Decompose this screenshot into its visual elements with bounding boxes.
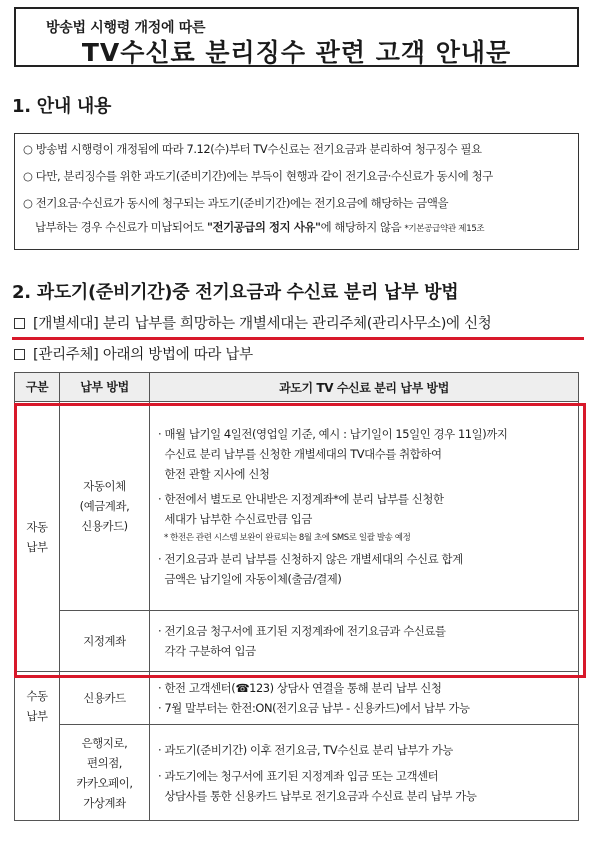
checklist-item-management bbox=[14, 343, 253, 364]
highlight-underline bbox=[12, 337, 584, 340]
auto-transfer-details bbox=[150, 402, 579, 611]
checkbox-icon bbox=[14, 349, 25, 360]
notice-line-1: ○ 방송법 시행령이 개정됨에 따라 7.12(수)부터 TV수신료는 전기요금과 분리하여 청구징수 필요 bbox=[23, 142, 482, 156]
notice-line-3: ○ 전기요금·수신료가 동시에 청구되는 과도기(준비기간)에는 전기요금에 해당하는 금액을 bbox=[23, 196, 449, 210]
list-item: · 한전 고객센터(☎123) 상담사 연결을 통해 분리 납부 신청 bbox=[158, 681, 442, 695]
checklist-item-household-text: [개별세대] 분리 납부를 희망하는 개별세대는 관리주체(관리사무소)에 신청 bbox=[33, 316, 492, 332]
checklist-item-household bbox=[14, 312, 492, 333]
list-item: · 과도기(준비기간) 이후 전기요금, TV수신료 분리 납부가 가능 bbox=[158, 742, 453, 757]
table-row bbox=[15, 725, 579, 821]
document-subtitle: 방송법 시행령 개정에 따른 bbox=[46, 20, 206, 36]
checklist-item-management-text: [관리주체] 아래의 방법에 따라 납부 bbox=[33, 347, 253, 363]
bank-giro-details bbox=[150, 725, 579, 821]
method-auto-transfer: 자동이체 (예금계좌, 신용카드) bbox=[60, 402, 150, 611]
document-title: TV수신료 분리징수 관련 고객 안내문 bbox=[81, 38, 512, 67]
section-1-heading: 1. 안내 내용 bbox=[12, 96, 112, 117]
list-item: · 매월 납기일 4일전(영업일 기준, 예시 : 납기일이 15일인 경우 11일)까지 수신료 분리 납부를 신청한 개별세대의 TV대수를 취합하여 한전 관할 지사에 신청 bbox=[158, 426, 508, 481]
table-row bbox=[15, 402, 579, 611]
checkbox-icon bbox=[14, 318, 25, 329]
sms-footnote: * 한전은 관련 시스템 보완이 완료되는 8월 초에 SMS로 일괄 발송 예정 bbox=[164, 532, 411, 543]
power-suspension-phrase: "전기공급의 정지 사유" bbox=[206, 220, 321, 234]
payment-methods-table bbox=[14, 372, 579, 821]
list-item: · 전기요금과 분리 납부를 신청하지 않은 개별세대의 수신료 합계 금액은 납기일에 자동이체(출금/결제) bbox=[158, 551, 463, 586]
method-bank-giro: 은행지로, 편의점, 카카오페이, 가상계좌 bbox=[60, 725, 150, 821]
method-credit-card: 신용카드 bbox=[60, 672, 150, 725]
notice-line-4-suffix: 에 해당하지 않음 bbox=[320, 220, 402, 234]
col-header-description: 과도기 TV 수신료 분리 납부 방법 bbox=[150, 373, 579, 402]
section-2-heading: 2. 과도기(준비기간)중 전기요금과 수신료 분리 납부 방법 bbox=[12, 282, 459, 303]
notice-line-2: ○ 다만, 분리징수를 위한 과도기(준비기간)에는 부득이 현행과 같이 전기요금·수신료가 동시에 청구 bbox=[23, 169, 493, 183]
designated-account-details bbox=[150, 611, 579, 672]
notice-box bbox=[14, 133, 579, 250]
notice-line-4 bbox=[35, 218, 484, 239]
table-row bbox=[15, 611, 579, 672]
list-item: · 7월 말부터는 한전:ON(전기요금 납부 - 신용카드)에서 납부 가능 bbox=[158, 701, 470, 715]
list-item: · 과도기에는 청구서에 표기된 지정계좌 입금 또는 고객센터 상담사를 통한 신용카드 납부로 전기요금과 수신료 분리 납부 가능 bbox=[158, 768, 477, 803]
table-header-row bbox=[15, 373, 579, 402]
group-manual-payment: 수동 납부 bbox=[15, 672, 60, 821]
list-item: · 전기요금 청구서에 표기된 지정계좌에 전기요금과 수신료를 각각 구분하여 입금 bbox=[158, 624, 446, 658]
notice-footnote: *기본공급약관 제15조 bbox=[404, 224, 485, 234]
group-auto-payment: 자동 납부 bbox=[15, 402, 60, 672]
table-row bbox=[15, 672, 579, 725]
credit-card-details bbox=[150, 672, 579, 725]
method-designated-account: 지정계좌 bbox=[60, 611, 150, 672]
list-item: · 한전에서 별도로 안내받은 지정계좌*에 분리 납부를 신청한 세대가 납부한 수신료만큼 입금 bbox=[158, 491, 444, 526]
col-header-category: 구분 bbox=[15, 373, 60, 402]
col-header-method: 납부 방법 bbox=[60, 373, 150, 402]
title-box bbox=[14, 7, 579, 67]
notice-line-4-prefix: 납부하는 경우 수신료가 미납되어도 bbox=[35, 220, 207, 234]
